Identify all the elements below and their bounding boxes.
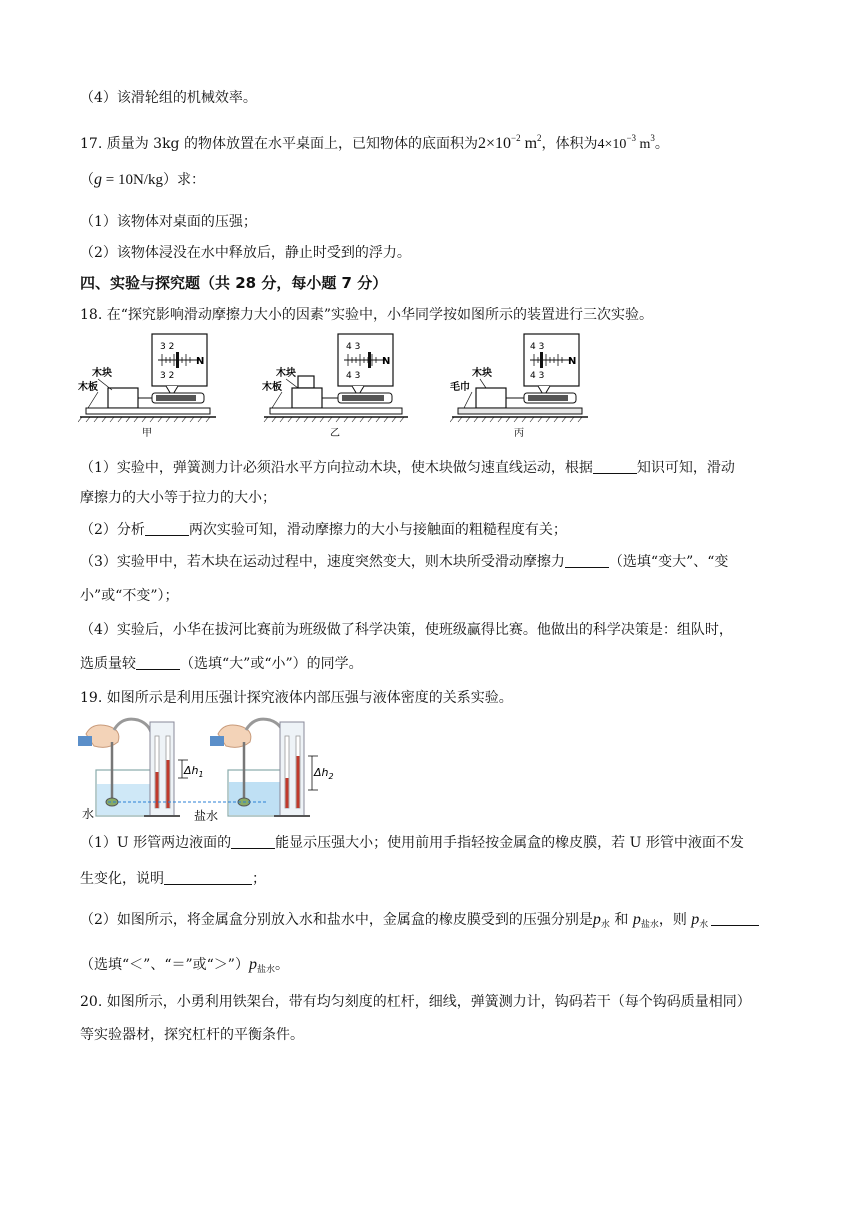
q18-blank-2[interactable] [145, 520, 189, 536]
volume-value: $4\times 10^{-3}$ $m^3$ [597, 133, 655, 152]
q18-blank-3[interactable] [565, 552, 609, 568]
q17-gravity-note: （g = 10N/kg）求： [80, 171, 205, 188]
q18-part2: （2）分析 两次实验可知，滑动摩擦力的大小与接触面的粗糙程度有关； [80, 522, 567, 538]
q19-blank-3[interactable] [711, 910, 759, 926]
q19-part2-line2: （选填“＜”、“＝”或“$>”)p_{盐水}$。 [80, 956, 289, 975]
q20-stem-line2: 等实验器材，探究杠杆的平衡条件。 [80, 1027, 304, 1043]
svg-text:4 3: 4 3 [346, 342, 361, 352]
svg-text:N: N [568, 356, 577, 367]
section-four-title: 四、实验与探究题（共 28 分，每小题 7 分） [80, 274, 388, 292]
svg-text:Δh2: $\Delta h_2$ [314, 766, 334, 781]
q19-part2-line1: （2）如图所示，将金属盒分别放入水和盐水中，金属盒的橡皮膜受到的压强分别是$p_水$ 和 $p_{盐水}$，则 $p_水$ [80, 910, 785, 935]
figure-pressure-gauge [78, 716, 378, 826]
svg-text:N: N [196, 356, 205, 367]
figure-friction-jia [78, 332, 218, 442]
figure-friction-yi [262, 332, 412, 442]
q18-blank-1[interactable] [593, 458, 637, 474]
q17-stem: 17. 质量为 3kg 的物体放置在水平桌面上，已知物体的底面积为$2\times 10^{-2}$ $m^2$，体积为$4\times 10^{-3}$ $m^3$。 [80, 133, 669, 152]
figure-friction-bing [450, 332, 590, 442]
q19-blank-2[interactable] [164, 869, 252, 885]
q19-part1-line2: 生变化，说明 ； [80, 871, 266, 887]
q19-blank-1[interactable] [231, 833, 275, 849]
q18-part4-line2: 选质量较 （选填“大”或“小”）的同学。 [80, 656, 363, 672]
svg-text:木块: 木块 [276, 368, 296, 379]
q18-blank-4[interactable] [136, 654, 180, 670]
svg-text:木块: 木块 [472, 368, 492, 379]
svg-text:N: N [382, 356, 391, 367]
svg-text:4 3: 4 3 [346, 371, 361, 381]
area-value: $2\times 10^{-2}$ $m^2$ [477, 133, 542, 152]
svg-text:盐水: 盐水 [194, 809, 219, 823]
q19-stem: 19. 如图所示是利用压强计探究液体内部压强与液体密度的关系实验。 [80, 690, 513, 706]
svg-text:3 2: 3 2 [160, 342, 175, 352]
q17-part1: （1）该物体对桌面的压强； [80, 214, 257, 230]
svg-text:Δh1: $\Delta h_1$ [184, 764, 204, 779]
q17-part2: （2）该物体浸没在水中释放后，静止时受到的浮力。 [80, 245, 411, 261]
q16-part4: （4）该滑轮组的机械效率。 [80, 90, 257, 106]
svg-text:木板: 木板 [78, 382, 98, 393]
q18-part4-line1: （4）实验后，小华在拔河比赛前为班级做了科学决策，使班级赢得比赛。他做出的科学决策是：组队时， [80, 622, 733, 638]
svg-text:毛巾: 毛巾 [450, 382, 470, 393]
q19-part1-line1: （1）U 形管两边液面的 能显示压强大小；使用前用手指轻按金属盒的橡皮膜，若 U 形管中液面不发 [80, 835, 744, 851]
svg-text:丙: 丙 [514, 428, 524, 439]
q18-stem: 18. 在“探究影响滑动摩擦力大小的因素”实验中，小华同学按如图所示的装置进行三次实验。 [80, 307, 654, 323]
q18-part1-line2: 摩擦力的大小等于拉力的大小； [80, 490, 276, 506]
svg-text:乙: 乙 [330, 428, 340, 439]
q18-part3-line2: 小”或“不变”）； [80, 588, 179, 604]
svg-text:4 3: 4 3 [530, 371, 545, 381]
svg-text:甲: 甲 [142, 428, 152, 439]
q20-stem-line1: 20. 如图所示，小勇利用铁架台，带有均匀刻度的杠杆，细线，弹簧测力计，钩码若干（每个钩码质量相同） [80, 994, 751, 1010]
svg-text:4 3: 4 3 [530, 342, 545, 352]
svg-text:3 2: 3 2 [160, 371, 175, 381]
svg-text:水: 水 [82, 807, 95, 821]
svg-text:木块: 木块 [92, 368, 112, 379]
q18-part3-line1: （3）实验甲中，若木块在运动过程中，速度突然变大，则木块所受滑动摩擦力 （选填“变大”、“变 [80, 554, 729, 570]
q18-part1-line1: （1）实验中，弹簧测力计必须沿水平方向拉动木块，使木块做匀速直线运动，根据 知识可知，滑动 [80, 460, 735, 476]
svg-text:木板: 木板 [262, 382, 282, 393]
